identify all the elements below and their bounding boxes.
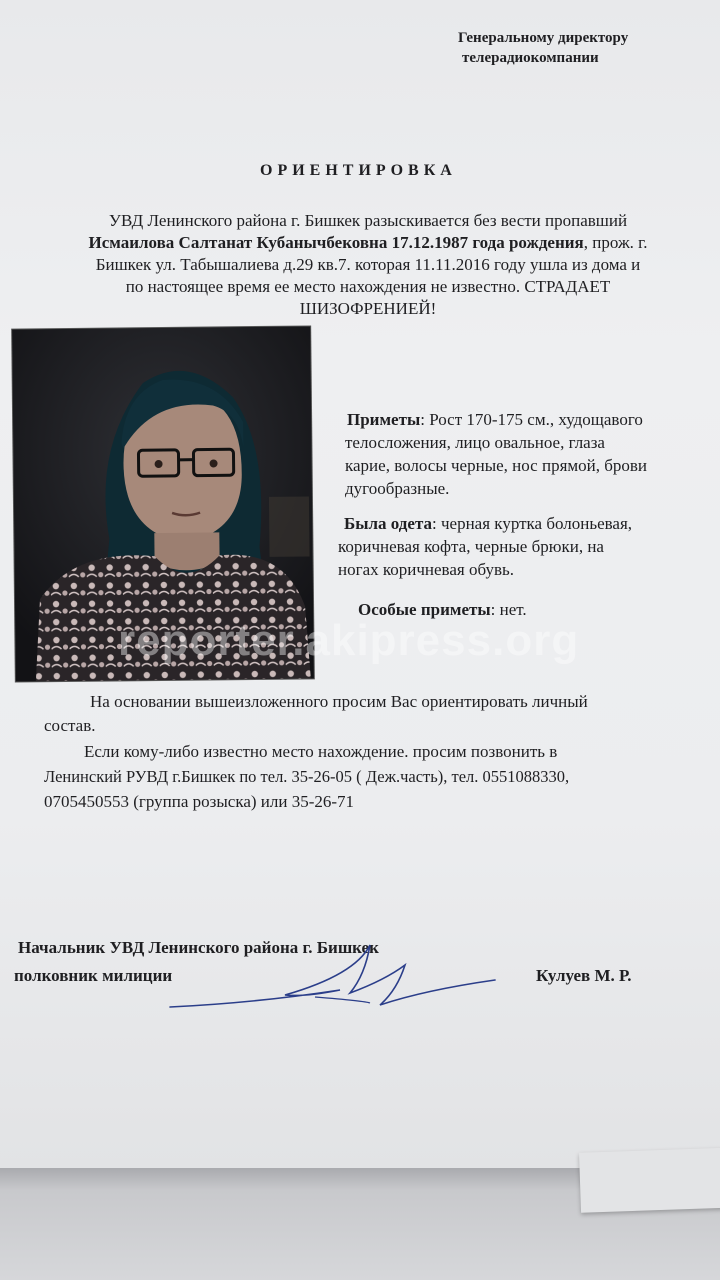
signs-line-3: карие, волосы черные, нос прямой, брови <box>345 456 648 475</box>
signs-label: Приметы <box>347 410 421 429</box>
signatory-name: Кулуев М. Р. <box>536 966 632 985</box>
document-title: ОРИЕНТИРОВКА <box>260 162 457 179</box>
signs-line-2: телосложения, лицо овальное, глаза <box>345 433 605 452</box>
request-line-5: 0705450553 (группа розыска) или 35-26-71 <box>44 792 355 811</box>
clothing-label: Была одета <box>344 514 433 533</box>
clothing-line-3: ногах коричневая обувь. <box>338 560 515 579</box>
request-line-1: На основании вышеизложенного просим Вас ориентировать личный <box>90 692 588 711</box>
special-signs-label: Особые приметы <box>358 600 491 619</box>
signatory-position-line-1: Начальник УВД Ленинского района г. Бишкек <box>18 938 379 957</box>
intro-line-4: по настоящее время ее место нахождения не известно. СТРАДАЕТ <box>125 277 611 296</box>
signs-paragraph <box>345 408 705 500</box>
addressee-line-1: Генеральному директору <box>458 30 629 46</box>
intro-line-3: Бишкек ул. Табышалиева д.29 кв.7. которая 11.11.2016 году ушла из дома и <box>95 255 641 274</box>
clothing-paragraph <box>338 512 708 581</box>
addressee <box>458 28 628 68</box>
handwritten-signature <box>165 935 525 1025</box>
request-line-4: Ленинский РУВД г.Бишкек по тел. 35-26-05 ( Деж.часть), тел. 0551088330, <box>44 767 570 786</box>
intro-paragraph <box>48 210 688 320</box>
signs-line-4: дугообразные. <box>345 479 450 498</box>
request-line-2: состав. <box>44 716 96 735</box>
missing-person-name: Исмаилова Салтанат Кубанычбековна 17.12.1987 года рождения <box>88 233 584 252</box>
addressee-line-2: телерадиокомпании <box>462 50 599 66</box>
clothing-line-1: : черная куртка болоньевая, <box>432 514 633 533</box>
intro-line-5: ШИЗОФРЕНИЕЙ! <box>299 299 437 318</box>
signatory-position-line-2: полковник милиции <box>14 966 173 985</box>
clothing-line-2: коричневая кофта, черные брюки, на <box>338 537 604 556</box>
special-signs-text: : нет. <box>490 600 527 619</box>
underlying-sheet <box>579 1147 720 1213</box>
intro-line-2-rest: , прож. г. <box>583 233 648 252</box>
intro-line-1: УВД Ленинского района г. Бишкек разыскивается без вести пропавший <box>108 211 628 230</box>
watermark: reporter.akipress.org <box>118 616 580 665</box>
signs-line-1: : Рост 170-175 см., худощавого <box>420 410 643 429</box>
request-line-3: Если кому-либо известно место нахождение. просим позвонить в <box>84 742 558 761</box>
